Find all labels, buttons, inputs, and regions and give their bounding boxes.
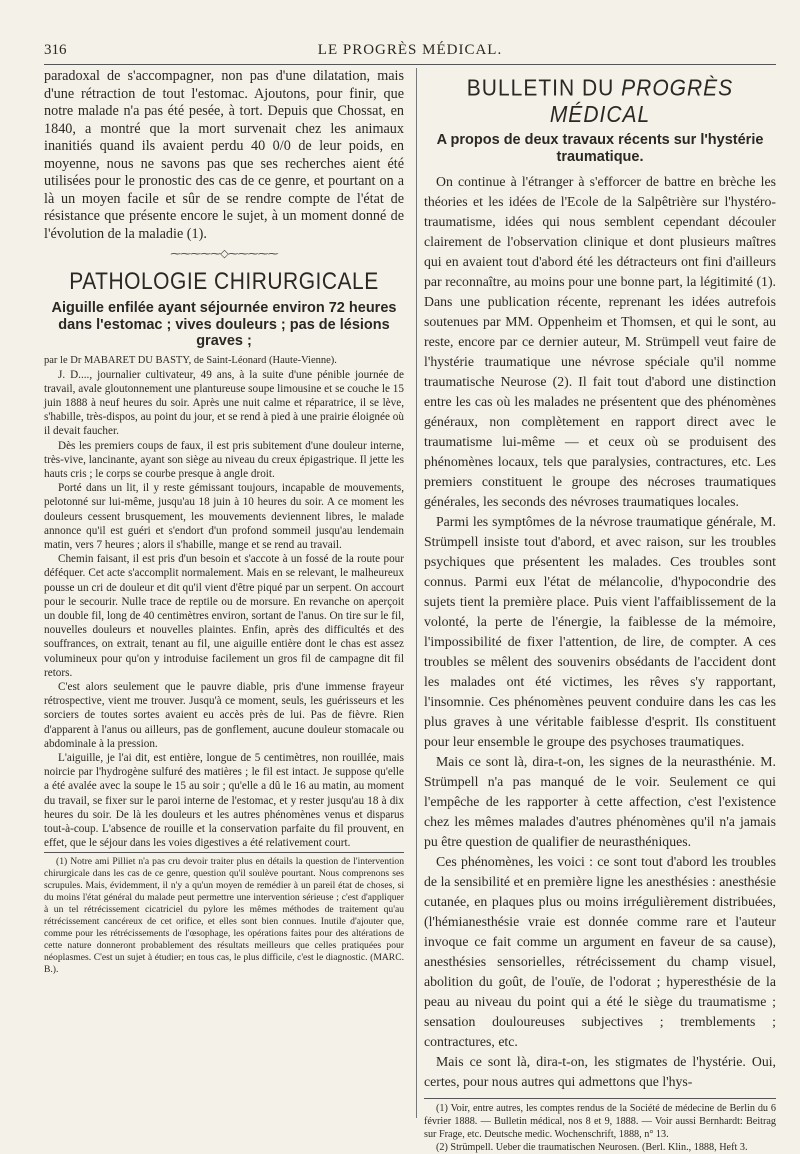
- section-title: PATHOLOGIE CHIRURGICALE: [69, 268, 379, 295]
- byline: par le Dr MABARET DU BASTY, de Saint-Léonard (Haute-Vienne).: [44, 354, 337, 366]
- bulletin-footnotes: [424, 1102, 776, 1154]
- bulletin-body: [424, 172, 776, 1092]
- paragraph: Ces phénomènes, les voici : ce sont tout d'abord les troubles de la sensibilité et en première ligne les anesthésies : anesthésie cutanée, en plaques plus ou moins irrégulièrement distribuées, (l'hémianesthésie vraie est donnée comme rare et l'auteur invoque ce fait comme un argument en faveur de sa cause), anesthésies sensorielles, rétrécissement du champ visuel, abolition du goût, de l'ouïe, de l'odorat ; hyperesthésie de la peau au niveau du point qui a été le siège du traumatisme ; sensation douloureuses subjectives ; tremblements ; contractures, etc.: [424, 854, 776, 1049]
- paragraph: L'aiguille, je l'ai dit, est entière, longue de 5 centimètres, non rouillée, mais noircie par l'hydrogène sulfuré des matières ; le fil est intact. Je suppose qu'elle a été avalée avec la soupe le 15 au soir ; qu'elle a dû le 16 au matin, au moment du travail, se fixer sur le paroi interne de l'estomac, et y rester jusqu'au 18 à dix heures du soir. De là les douleurs et les autres phénomènes venus et disparus tout-à-coup. L'absence de rouille et la conservation parfaite du fil prouvent, en effet, que le séjour dans les voies digestives a été relativement court.: [44, 751, 404, 850]
- paragraph: Parmi les symptômes de la névrose traumatique générale, M. Strümpell insiste tout d'abord, et avec raison, sur les troubles psychiques que présentent les malades. Ces troubles sont connus. Parmi eux l'état de mélancolie, d'hypocondrie des sujets tient la première place. Puis vient l'affaiblissement de la volonté, la perte de l'énergie, la faiblesse de la mémoire, l'impossibilité de fixer l'attention, de lire, de compter. A ces troubles se mêlent des souvenirs obsédants de l'accident dont les malades ont été victimes, les rêves s'y rapportant, l'insomnie. Ces phénomènes peuvent conduire dans les cas les plus graves à une véritable faiblesse d'esprit. Ils constituent pour leur ensemble le groupe des psychoses traumatiques.: [424, 514, 776, 749]
- bulletin-title-prefix: BULLETIN DU: [466, 75, 622, 101]
- page-number: 316: [44, 42, 67, 58]
- section-ornament: ⁓⁓⁓⁓⁓◇⁓⁓⁓⁓⁓: [170, 248, 278, 260]
- article-body: [44, 368, 404, 851]
- paragraph: On continue à l'étranger à s'efforcer de battre en brèche les théories et les idées de l'Ecole de la Salpêtrière sur l'hystéro-traumatisme, idées qui nous semblent cependant découler clairement de l'observation clinique et dont plusieurs maîtres qui en avaient tout d'abord été les détracteurs ont fini d'ailleurs par reconnaître, au moins pour une bonne part, la légitimité (1). Dans une publication récente, reprenant les idées autrefois soutenues par MM. Oppenheim et Thomsen, et qui le sont, au reste, encore par ce dernier auteur, M. Strümpell veut faire de l'hystérie traumatique une névrose spéciale qu'il nomme traumatische Neurose (2). Il fait tout d'abord une distinction entre les cas où les malades ne présentent que des phénomènes généraux, non complètement en rapport direct avec le traumatisme lui-même — et ceux où se produisent des phénomènes locaux, tels que paralysies, contractures, etc. Les premiers constituent le groupe des nécroses traumatiques générales, les seconds des névroses traumatiques locales.: [424, 174, 776, 509]
- journal-title: LE PROGRÈS MÉDICAL.: [317, 42, 503, 58]
- paragraph: Mais ce sont là, dira-t-on, les stigmates de l'hystérie. Oui, certes, pour nous autres qui admettons que l'hys-: [424, 1054, 776, 1089]
- page-header: [44, 40, 776, 62]
- paragraph: C'est alors seulement que le pauvre diable, pris d'une immense frayeur rétrospective, vient me trouver. Jusqu'à ce moment, seuls, les guérisseurs et les sorciers de toutes sortes avaient eu accès près de lui. Pas de fièvre. Rien d'apparent à l'anus ou ailleurs, pas de gonflement, aucune douleur stomacale ou abdominale à la pression.: [44, 680, 404, 750]
- lead-paragraph: paradoxal de s'accompagner, non pas d'une dilatation, mais d'une rétraction de tout l'estomac. Ajoutons, pour finir, que notre malade n'a pas été pesée, à tort. Depuis que Chossat, en 1840, a montré que la mort survenait chez les animaux inanitiés quand ils avaient perdu 40 0/0 de leur poids, en moyenne, nous ne savons pas que ses recherches aient été utilisées pour le pronostic des cas de ce genre, et pourtant on a là un moyen facile et sûr de se rendre compte de l'état de résistance que présente encore le sujet, à un moment donné de l'évolution de la maladie (1).: [44, 68, 404, 242]
- footnote-rule: [44, 852, 404, 853]
- footnote: (1) Notre ami Pilliet n'a pas cru devoir traiter plus en détails la question de l'intervention chirurgicale dans les cas de ce genre, question qu'il soulève pourtant. Nous comprenons ses scrupules. Mais, évidemment, il n'y a qu'un moyen de remédier à un pareil état de choses, si du moins l'état général du malade peut permettre une intervention sérieuse ; c'est d'appliquer à un tel rétrécissement cicatriciel du pylore les mêmes méthodes de traitement qu'au rétrécissement cancéreux de cet orifice, et elles sont bien connues. Inutile d'ajouter que, comme pour les rétrécissements de l'œsophage, les opérations faites pour des altérations de cette nature donneront probablement des résultats meilleurs que celles pratiquées pour néoplasmes. C'est un sujet à étudier; en tous cas, le plus difficile, c'est le diagnostic. (MARC. B.).: [44, 856, 404, 976]
- column-divider: [416, 68, 417, 1118]
- bulletin-title: [424, 76, 776, 129]
- footnote: (2) Strümpell. Ueber die traumatischen Neurosen. (Berl. Klin., 1888, Heft 3.: [436, 1142, 748, 1153]
- footnote: (1) Voir, entre autres, les comptes rendus de la Société de médecine de Berlin du 6 février 1888. — Bulletin médical, nos 8 et 9, 1888. — Voir aussi Bernhardt: Beitrag sur Frage, etc. Deutsche medic. Wochenschrift, 1888, n° 13.: [424, 1103, 776, 1140]
- paragraph: Dès les premiers coups de faux, il est pris subitement d'une douleur interne, très-vive, lancinante, ayant son siège au niveau du creux épigastrique. Il jette les hauts cris ; le corps se courbe presque à angle droit.: [44, 439, 404, 480]
- bulletin-article-title: A propos de deux travaux récents sur l'hystérie traumatique.: [436, 132, 764, 165]
- left-column: [44, 68, 404, 1128]
- footnote-block: [44, 856, 404, 976]
- paragraph: Porté dans un lit, il y reste gémissant toujours, incapable de mouvements, pelotonné sur lui-même, jusqu'au 18 juin à 10 heures du soir. A ce moment les douleurs cessent brusquement, les mouvements deviennent libres, le malade annonce qu'il est guéri et s'endort d'un profond sommeil jusqu'au lendemain matin, vers 7 heures ; alors il s'habille, mange et se rend au travail.: [44, 482, 404, 551]
- bulletin-title-journal: PROGRÈS MÉDICAL: [549, 75, 734, 128]
- paragraph: J. D...., journalier cultivateur, 49 ans, à la suite d'une pénible journée de travail, avale gloutonnement une plantureuse soupe limousine et se couche le 15 juin 1888 à neuf heures du soir. Après une nuit calme et réparatrice, il se lève, s'habille, très-dispos, au point du jour, et se rend à pied à une prairie éloignée où il devait faucher.: [44, 368, 404, 438]
- paragraph: Chemin faisant, il est pris d'un besoin et s'accote à un fossé de la route pour déféquer. Cet acte s'accomplit normalement. Mais en se relevant, le malheureux pousse un cri de douleur et dit qu'il vient d'être piqué par un serpent. On accourt pour le secourir. Nulle trace de reptile ou de morsure. En revanche on aperçoit un double fil, long de 40 centimètres environ, sortant de l'anus. On tire sur le fil, nouvelles douleurs et nouvelles plaintes. Enfin, après des difficultés et des souffrances, on extrait, tenant au fil, une aiguille entière dont le chas est assez volumineux pour qu'on y introduise facilement un gros fil de campagne dit fil retors.: [44, 553, 404, 679]
- lead-paragraph-block: [44, 68, 404, 243]
- paragraph: Mais ce sont là, dira-t-on, les signes de la neurasthénie. M. Strümpell n'a pas manqué de le voir. Seulement ce qui l'empêche de les rapporter à cette affection, c'est l'existence chez les mêmes malades d'autres phénomènes qu'il n'a jamais pu être question de qualifier de neurasthéniques.: [424, 754, 776, 849]
- right-column: [424, 68, 776, 1153]
- article-title: Aiguille enfilée ayant séjournée environ 72 heures dans l'estomac ; vives douleurs ; pas de lésions graves ;: [51, 300, 397, 349]
- footnote-rule: [424, 1098, 776, 1099]
- header-rule: [44, 64, 776, 65]
